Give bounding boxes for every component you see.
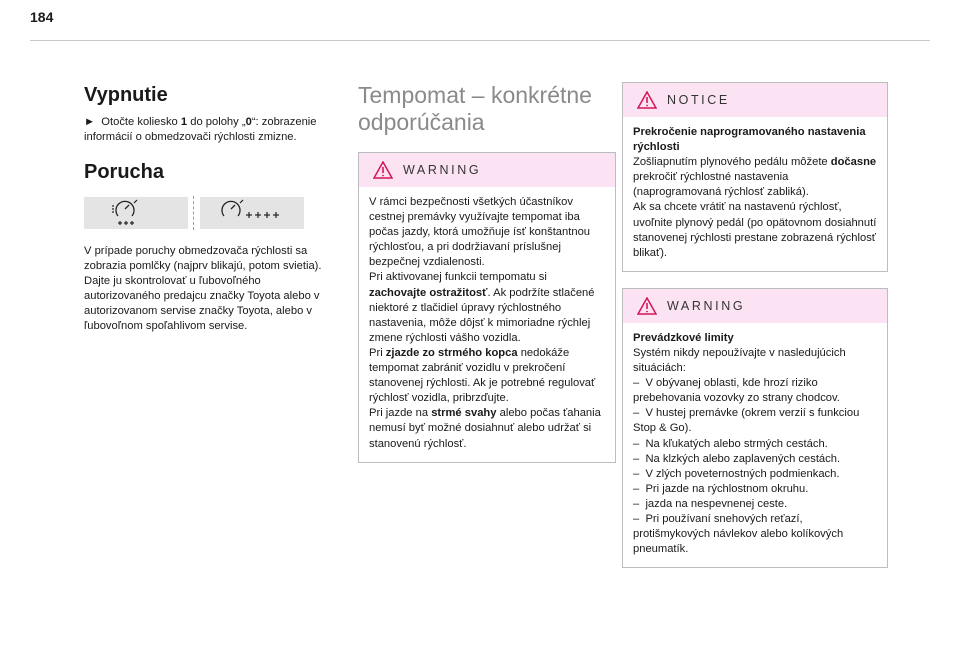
warning-body-tempomat: V rámci bezpečnosti všetkých účastníkov cestnej premávky využívajte tempomat iba počas jazdy, ktorá umožňuje ísť konštantnou rýchlosťou, a pri dodržiavaní príslušnej bezpečnej vzdialenosti. Pri aktivovanej funkcii tempomatu si zachovajte ostražitosť. Ak podržíte stlačené niektoré z tlačidiel úpravy rýchlostného nastavenia, môže dôjsť k mimoriadne rýchlej zmene rýchlosti vášho vozidla. Pri zjazde zo strmého kopca nedokáže tempomat zabrániť vozidlu v prekročení stanovenej rýchlosti. Ak je potrebné regulovať rýchlosť vozidla, pribrzďujte. Pri jazde na strmé svahy alebo počas ťahania nemusí byť možné dosiahnuť alebo udržať si stanovenú rýchlosť.	[369, 196, 601, 450]
speed-limiter-dashes-horizontal-icon	[200, 197, 304, 229]
fault-icon-strip	[84, 196, 340, 230]
warning-label-limits: WARNING	[667, 298, 746, 313]
notice-body: Prekročenie naprogramovaného nastavenia rýchlosti Zošliapnutím plynového pedálu môžete dočasne prekročiť rýchlostné nastavenia (naprogramovaná rýchlosť zabliká). Ak sa chcete vrátiť na nastavenú rýchlosť, uvoľnite plynový pedál (po opätovnom dosiahnutí stanovenej rýchlosti prestane zobrazená rýchlosť blikať).	[633, 126, 877, 259]
icon-separator	[188, 196, 200, 230]
warning-box-tempomat	[358, 152, 616, 463]
warning-triangle-icon	[637, 297, 657, 315]
warning-banner-limits	[623, 289, 887, 323]
warning-box-limits	[622, 288, 888, 568]
bullet-arrow-icon: ►	[84, 116, 96, 128]
notice-banner	[623, 83, 887, 117]
porucha-paragraph: V prípade poruchy obmedzovača rýchlosti sa zobrazia pomlčky (najprv blikajú, potom svietia). Dajte ju skontrolovať u ľubovoľného autorizovaného predajcu značky Toyota alebo v autorizovanom servise značky Toyota, alebo v ľubovoľnom spoľahlivom servise.	[84, 245, 322, 332]
speed-limiter-dashes-icon	[84, 197, 188, 229]
page-number: 184	[30, 9, 54, 25]
section-title-tempomat: Tempomat – konkrétne odporúčania	[358, 82, 592, 135]
warning-triangle-icon	[373, 161, 393, 179]
vypnutie-paragraph: ► Otočte koliesko 1 do polohy „0“: zobrazenie informácií o obmedzovači rýchlosti zmizne.	[84, 116, 317, 143]
heading-porucha: Porucha	[84, 161, 165, 183]
right-column	[622, 82, 888, 568]
heading-vypnutie: Vypnutie	[84, 84, 168, 106]
notice-box	[622, 82, 888, 272]
left-column	[84, 70, 340, 334]
warning-label: WARNING	[403, 163, 482, 177]
header-rule	[30, 40, 930, 41]
warning-body-limits: Prevádzkové limity Systém nikdy nepoužívajte v nasledujúcich situáciách: – V obývanej oblasti, kde hrozí riziko prebehovania vozovky zo strany chodcov. – V hustej premávke (okrem verzií s funkciou Stop & Go). – Na kľukatých alebo strmých cestách. – Na klzkých alebo zaplavených cestách. – V zlých poveternostných podmienkach. – Pri jazde na rýchlostnom okruhu. – jazda na nespevnenej ceste. – Pri používaní snehových reťazí, protišmykových návlekov alebo kolíkových pneumatík.	[633, 331, 860, 556]
middle-column	[358, 82, 616, 463]
notice-label: NOTICE	[667, 93, 730, 107]
notice-triangle-icon	[637, 91, 657, 109]
warning-banner	[359, 153, 615, 187]
